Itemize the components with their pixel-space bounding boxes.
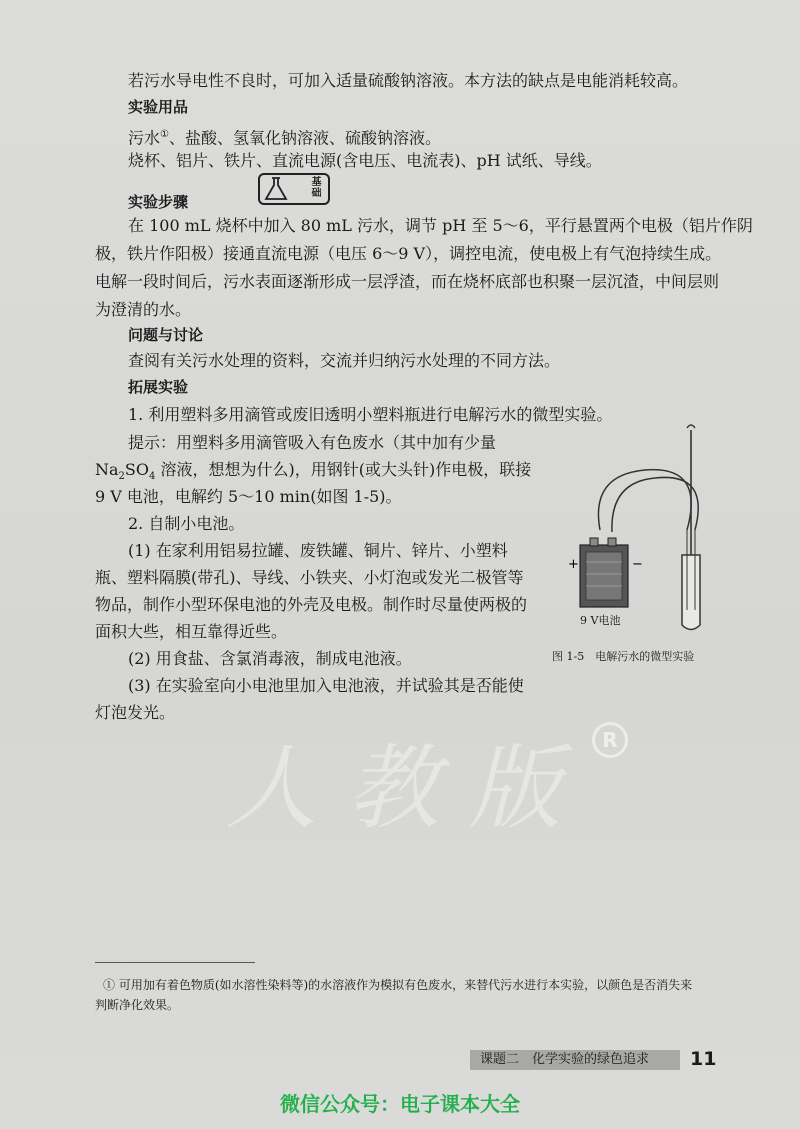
text-line bbox=[95, 459, 531, 488]
text-span: SO bbox=[124, 460, 149, 479]
text-span: 污水 bbox=[128, 128, 161, 148]
text-line: 物品，制作小型环保电池的外壳及电极。制作时尽量使两极的 bbox=[95, 595, 528, 614]
dropper-bulb bbox=[682, 555, 700, 630]
text-line: 为澄清的水。 bbox=[95, 300, 192, 319]
text-line: 烧杯、铝片、铁片、直流电源(含电压、电流表)、pH 试纸、导线。 bbox=[128, 151, 602, 170]
subscript: 4 bbox=[149, 471, 156, 483]
battery-label: 9 V电池 bbox=[580, 614, 621, 627]
footnote-line: 判断净化效果。 bbox=[95, 998, 180, 1012]
section-heading-materials: 实验用品 bbox=[128, 98, 189, 116]
registered-mark: R bbox=[592, 722, 628, 758]
battery-terminal bbox=[590, 538, 598, 546]
footnote-divider bbox=[95, 962, 255, 963]
text-line: 查阅有关污水处理的资料，交流并归纳污水处理的不同方法。 bbox=[128, 351, 561, 370]
wire bbox=[612, 477, 698, 532]
footnote-ref: ① bbox=[160, 129, 169, 140]
text-line bbox=[128, 124, 441, 149]
text-line: (2) 用食盐、含氯消毒液，制成电池液。 bbox=[128, 649, 412, 668]
electrolysis-figure bbox=[560, 420, 760, 640]
text-line: 面积大些，相互靠得近些。 bbox=[95, 622, 288, 641]
section-heading-extension: 拓展实验 bbox=[128, 378, 189, 396]
subscript: 2 bbox=[118, 471, 125, 483]
text-line: 若污水导电性不良时，可加入适量硫酸钠溶液。本方法的缺点是电能消耗较高。 bbox=[128, 71, 689, 90]
badge-label: 基础 bbox=[309, 176, 320, 198]
page-number: 11 bbox=[690, 1048, 717, 1070]
text-span: 、盐酸、氢氧化钠溶液、硫酸钠溶液。 bbox=[168, 128, 441, 148]
text-line: (1) 在家利用铝易拉罐、废铁罐、铜片、锌片、小塑料 bbox=[128, 541, 508, 560]
text-line: 9 V 电池，电解约 5～10 min(如图 1-5)。 bbox=[95, 487, 402, 506]
section-heading-steps: 实验步骤 bbox=[128, 193, 189, 211]
text-line: 瓶、塑料隔膜(带孔)、导线、小铁夹、小灯泡或发光二极管等 bbox=[95, 568, 524, 587]
text-line: 1. 利用塑料多用滴管或废旧透明小塑料瓶进行电解污水的微型实验。 bbox=[128, 405, 613, 424]
text-line: 提示：用塑料多用滴管吸入有色废水（其中加有少量 bbox=[128, 433, 497, 452]
chapter-title: 课题二 化学实验的绿色追求 bbox=[480, 1052, 650, 1067]
footnote-line: ① 可用加有着色物质(如水溶性染料等)的水溶液作为模拟有色废水，来替代污水进行本实验，以颜色是否消失来 bbox=[103, 978, 693, 992]
text-span: 溶液，想想为什么)，用钢针(或大头针)作电极，联接 bbox=[155, 460, 532, 479]
wechat-watermark: 微信公众号：电子课本大全 bbox=[280, 1092, 520, 1116]
text-line: 2. 自制小电池。 bbox=[128, 514, 245, 533]
text-line: 电解一段时间后，污水表面逐渐形成一层浮渣，而在烧杯底部也积聚一层沉渣，中间层则 bbox=[95, 272, 720, 291]
plus-sign: + bbox=[568, 557, 579, 572]
figure-caption: 图 1-5 电解污水的微型实验 bbox=[552, 650, 695, 663]
text-line: 在 100 mL 烧杯中加入 80 mL 污水，调节 pH 至 5～6，平行悬置两个电极（铝片作阴 bbox=[128, 216, 753, 235]
text-line: 灯泡发光。 bbox=[95, 703, 176, 722]
basic-experiment-badge bbox=[258, 173, 330, 205]
section-heading-discussion: 问题与讨论 bbox=[128, 326, 204, 344]
text-line: 极，铁片作阳极）接通直流电源（电压 6～9 V），调控电流，使电极上有气泡持续生成。 bbox=[95, 244, 722, 263]
text-line: (3) 在实验室向小电池里加入电池液，并试验其是否能使 bbox=[128, 676, 524, 695]
battery-terminal bbox=[608, 538, 616, 546]
minus-sign: − bbox=[632, 557, 643, 572]
watermark-logo: 人教版 bbox=[225, 735, 592, 842]
text-span: Na bbox=[95, 460, 119, 479]
